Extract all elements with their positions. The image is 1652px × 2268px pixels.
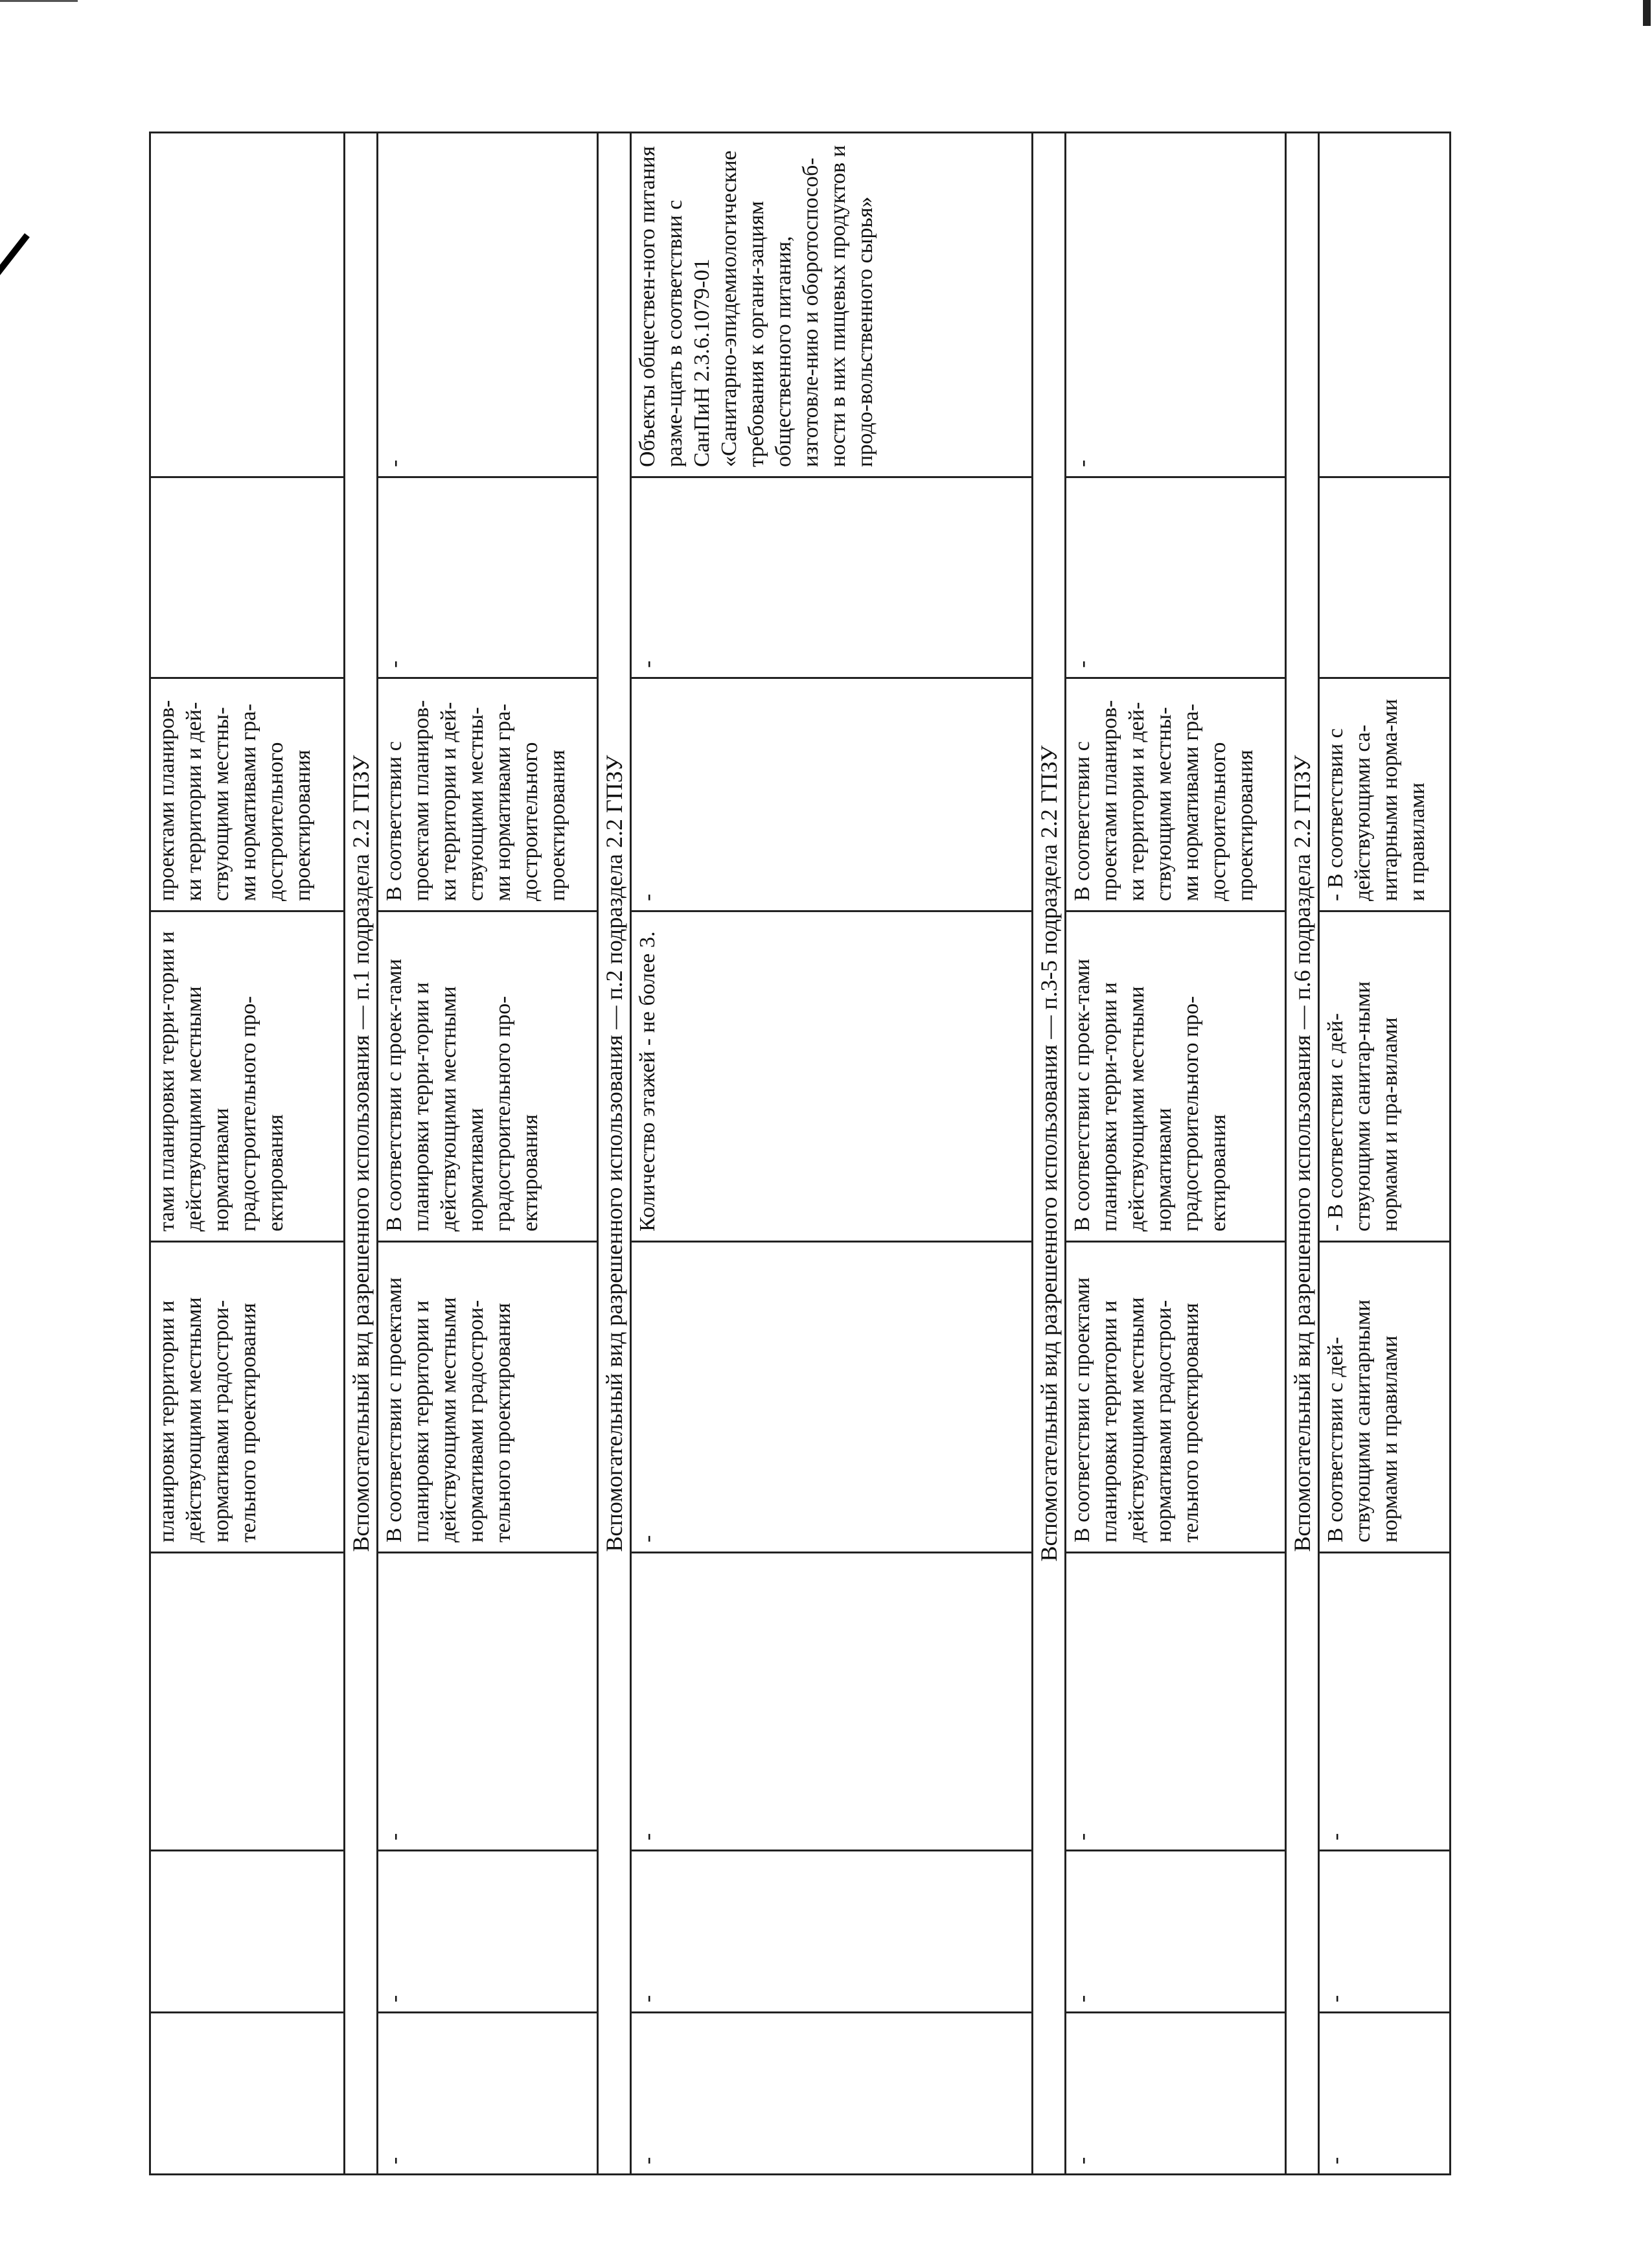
section-header-row [1033, 133, 1066, 2175]
table-cell: - [631, 1242, 1033, 1553]
section-header: Вспомогательный вид разрешенного использования — п.6 подраздела 2.2 ГПЗУ [1286, 133, 1319, 2175]
table-cell: - [1066, 1851, 1286, 2013]
table-cell: проектами планиров-ки территории и дей-ствующими местны-ми нормативами гра-достроительного проектирования [150, 678, 345, 911]
table-cell: - [378, 477, 598, 678]
table-cell [1319, 477, 1451, 678]
table-cell: - [631, 1851, 1033, 2013]
table-cell: - [631, 678, 1033, 911]
table-cell: - В соответствии с дей-ствующими санитар-ными нормами и пра-вилами [1319, 911, 1451, 1242]
table-cell: Количество этажей - не более 3. [631, 911, 1033, 1242]
table-row [1066, 133, 1286, 2175]
table-cell: - [631, 477, 1033, 678]
rotated-document-table [149, 133, 1451, 2175]
table-cell: - [378, 1851, 598, 2013]
table-cell: В соответствии с проектами планировки территории и действующими местными нормативами градострои-тельного проектирования [378, 1242, 598, 1553]
table-cell: Объекты обществен-ного питания разме-щать в соответствии с СанПиН 2.3.6.1079-01 «Санитарно-эпидемиологические требования к органи-зациям общественного питания, изготовле-нию и оборотоспособ-ности в них пищевых продуктов и продо-вольственного сырья» [631, 133, 1033, 477]
table-cell: - [1066, 133, 1286, 477]
section-header: Вспомогательный вид разрешенного использования — п.1 подраздела 2.2 ГПЗУ [345, 133, 378, 2175]
table-cell [1319, 133, 1451, 477]
table-cell: В соответствии с проек-тами планировки терри-тории и действующими местными нормативами градостроительного про-ектирования [1066, 911, 1286, 1242]
section-header: Вспомогательный вид разрешенного использования — п.2 подраздела 2.2 ГПЗУ [598, 133, 631, 2175]
table-cell: - [378, 1553, 598, 1851]
table-cell: - [1066, 477, 1286, 678]
table-cell: - [378, 133, 598, 477]
scan-edge-mark [1643, 0, 1651, 26]
table-cell: - [631, 1553, 1033, 1851]
table-cell: - [378, 2013, 598, 2175]
section-header-row [1286, 133, 1319, 2175]
table-cell: - [1066, 2013, 1286, 2175]
scan-edge-mark [0, 0, 78, 2]
table-cell: - [1319, 1851, 1451, 2013]
table-cell: - [1319, 2013, 1451, 2175]
table-row [1319, 133, 1451, 2175]
table-cell: - [631, 2013, 1033, 2175]
table-cell: планировки территории и действующими местными нормативами градострои-тельного проектирования [150, 1242, 345, 1553]
table-cell: В соответствии с проектами планиров-ки территории и дей-ствующими местны-ми нормативами гра-достроительного проектирования [1066, 678, 1286, 911]
regulations-table [149, 132, 1451, 2175]
table-row [631, 133, 1033, 2175]
table-cell [150, 1553, 345, 1851]
table-row [150, 133, 345, 2175]
table-cell [150, 2013, 345, 2175]
table-cell [150, 477, 345, 678]
table-cell: В соответствии с проек-тами планировки терри-тории и действующими местными нормативами градостроительного про-ектирования [378, 911, 598, 1242]
table-row [378, 133, 598, 2175]
table-cell: - [1319, 1553, 1451, 1851]
table-cell: В соответствии с проектами планировки территории и действующими местными нормативами градострои-тельного проектирования [1066, 1242, 1286, 1553]
table-cell: В соответствии с дей-ствующими санитарными нормами и правилами [1319, 1242, 1451, 1553]
scan-pen-stroke [0, 233, 30, 288]
section-header: Вспомогательный вид разрешенного использования — п.3-5 подраздела 2.2 ГПЗУ [1033, 133, 1066, 2175]
table-cell: В соответствии с проектами планиров-ки территории и дей-ствующими местны-ми нормативами гра-достроительного проектирования [378, 678, 598, 911]
table-cell: - [1066, 1553, 1286, 1851]
section-header-row [598, 133, 631, 2175]
table-cell [150, 1851, 345, 2013]
section-header-row [345, 133, 378, 2175]
table-cell: - В соответствии с действующими са-нитарными норма-ми и правилами [1319, 678, 1451, 911]
table-cell: тами планировки терри-тории и действующими местными нормативами градостроительного про-ектирования [150, 911, 345, 1242]
table-cell [150, 133, 345, 477]
